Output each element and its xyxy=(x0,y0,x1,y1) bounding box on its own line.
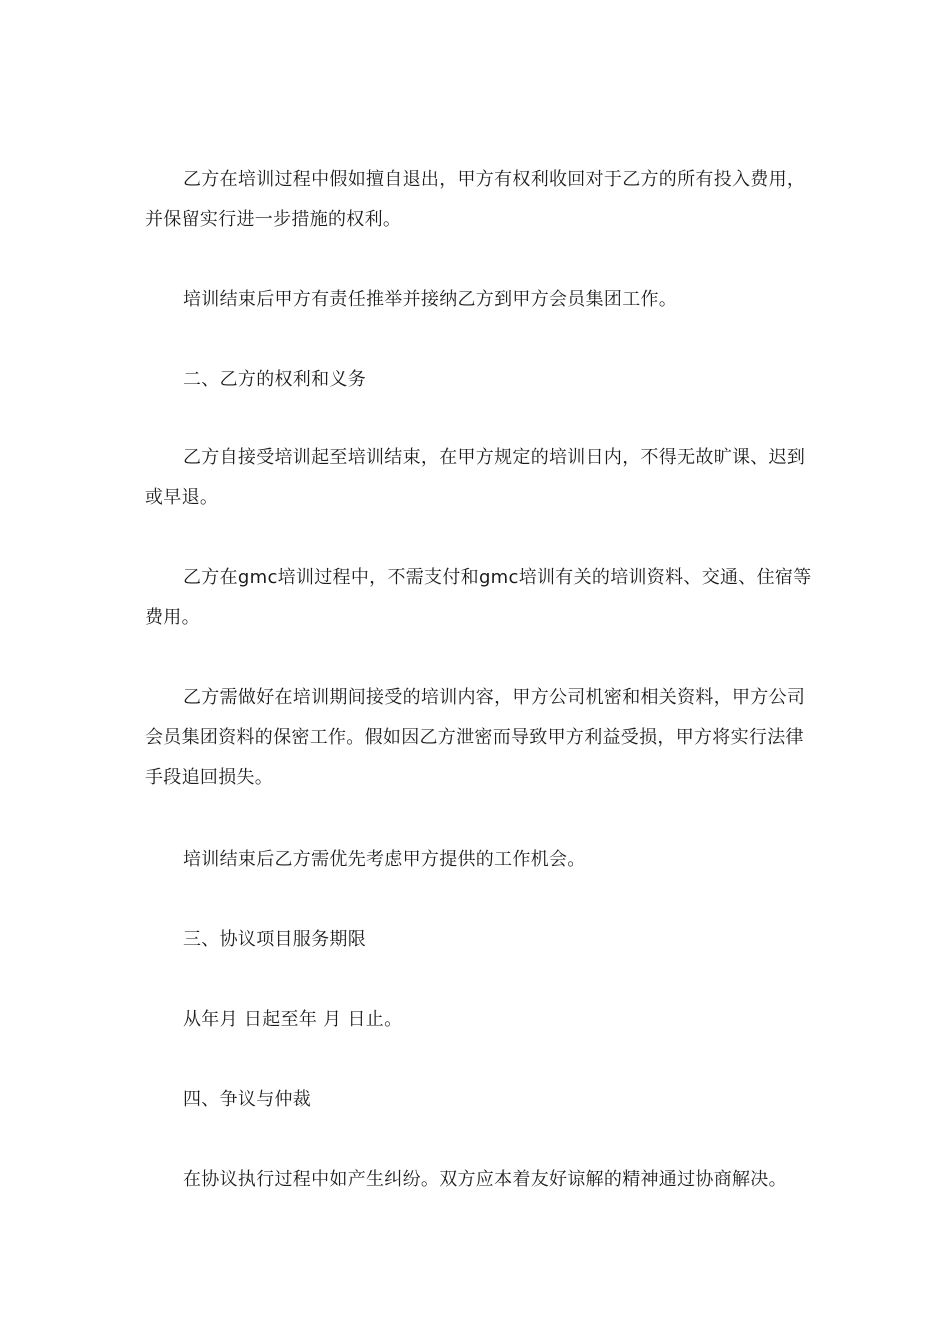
section-heading-dispute-arbitration: 四、争议与仲裁 xyxy=(183,1089,312,1110)
paragraph-term-dates: 从年月 日起至年 月 日止。 xyxy=(183,1009,403,1030)
paragraph-dispute-clause: 在协议执行过程中如产生纠纷。双方应本着友好谅解的精神通过协商解决。 xyxy=(183,1169,787,1190)
paragraph-withdrawal-clause: 乙方在培训过程中假如擅自退出，甲方有权利收回对于乙方的所有投入费用，并保留实行进一步措施的权利。 xyxy=(145,169,806,230)
paragraph-fees-clause: 乙方在gmc培训过程中，不需支付和gmc培训有关的培训资料、交通、住宿等费用。 xyxy=(145,567,812,628)
section-heading-service-term: 三、协议项目服务期限 xyxy=(183,929,366,950)
paragraph-job-offer-clause: 培训结束后乙方需优先考虑甲方提供的工作机会。 xyxy=(183,849,586,870)
paragraph-recommendation-clause: 培训结束后甲方有责任推举并接纳乙方到甲方会员集团工作。 xyxy=(183,289,678,310)
paragraph-confidentiality-clause: 乙方需做好在培训期间接受的培训内容，甲方公司机密和相关资料，甲方公司会员集团资料的保密工作。假如因乙方泄密而导致甲方利益受损，甲方将实行法律手段追回损失。 xyxy=(145,687,806,788)
section-heading-rights-obligations: 二、乙方的权利和义务 xyxy=(183,369,366,390)
paragraph-attendance-clause: 乙方自接受培训起至培训结束，在甲方规定的培训日内，不得无故旷课、迟到或早退。 xyxy=(145,447,806,508)
